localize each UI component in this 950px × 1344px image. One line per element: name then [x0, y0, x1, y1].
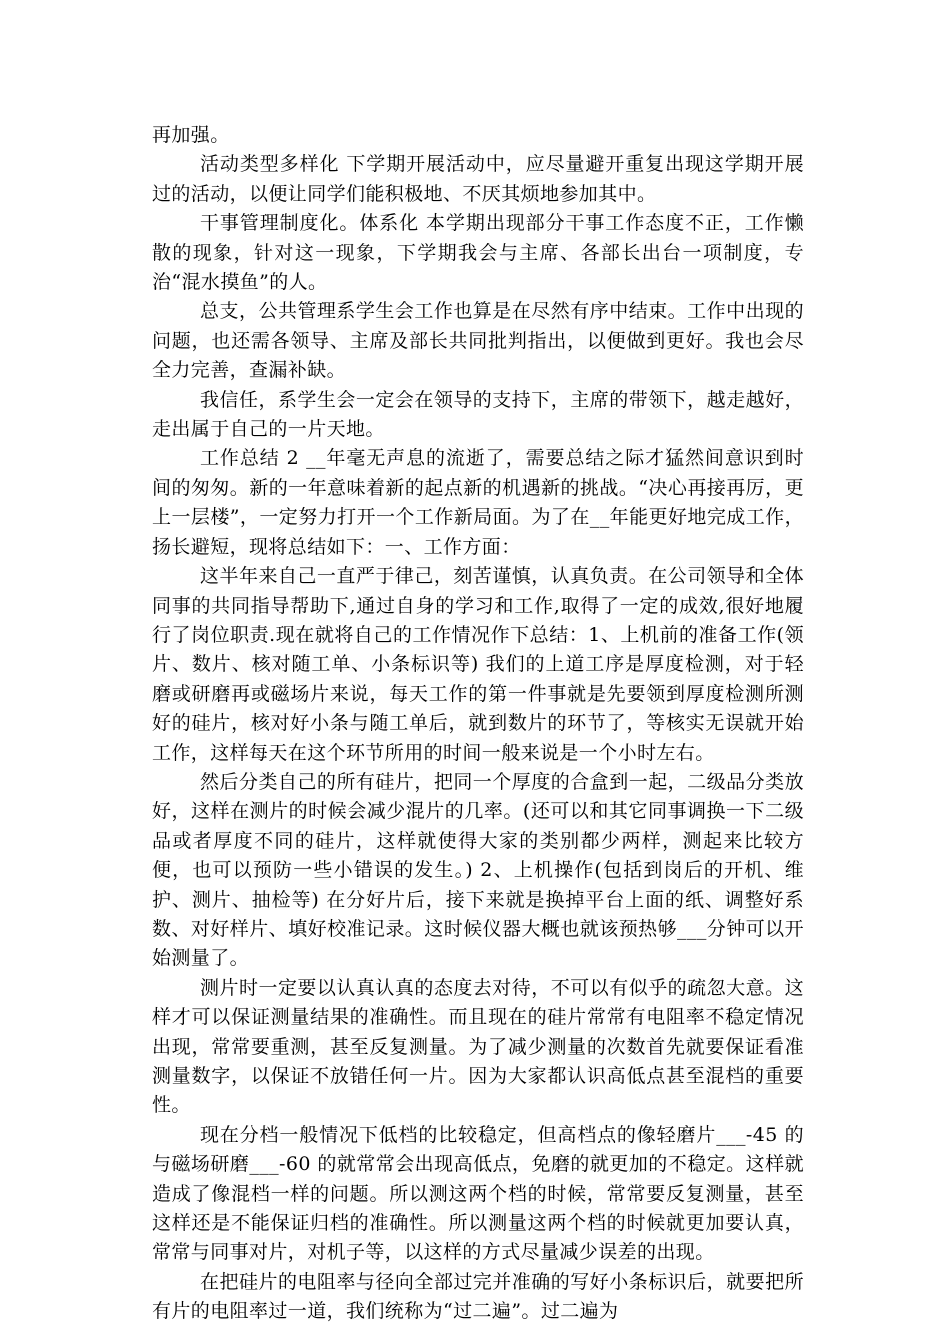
- paragraph: 现在分档一般情况下低档的比较稳定，但高档点的像轻磨片___-45 的与磁场研磨___-60 的就常常会出现高低点，免磨的就更加的不稳定。这样就造成了像混档一样的问题。所以测这两个档的时候，常常要反复测量，甚至这样还是不能保证归档的准确性。所以测量这两个档的时候就更加要认真，常常与同事对片，对机子等，以这样的方式尽量减少误差的出现。: [152, 1123, 804, 1264]
- paragraph: 再加强。: [152, 124, 230, 146]
- paragraph: 总支，公共管理系学生会工作也算是在尽然有序中结束。工作中出现的问题，也还需各领导、主席及部长共同批判指出，以便做到更好。我也会尽全力完善，查漏补缺。: [152, 300, 804, 382]
- paragraph: 干事管理制度化。体系化 本学期出现部分干事工作态度不正，工作懒散的现象，针对这一现象，下学期我会与主席、各部长出台一项制度，专治“混水摸鱼”的人。: [152, 212, 804, 294]
- paragraph: 测片时一定要以认真认真的态度去对待，不可以有似乎的疏忽大意。这样才可以保证测量结果的准确性。而且现在的硅片常常有电阻率不稳定情况出现，常常要重测，甚至反复测量。为了减少测量的次数首先就要保证看准测量数字，以保证不放错任何一片。因为大家都认识高低点甚至混档的重要性。: [152, 976, 804, 1117]
- paragraph: 在把硅片的电阻率与径向全部过完并准确的写好小条标识后，就要把所有片的电阻率过一道，我们统称为“过二遍”。过二遍为: [152, 1270, 804, 1323]
- paragraph: 工作总结 2 __年毫无声息的流逝了，需要总结之际才猛然间意识到时间的匆匆。新的一年意味着新的起点新的机遇新的挑战。“决心再接再厉，更上一层楼”，一定努力打开一个工作新局面。为了在__年能更好地完成工作，扬长避短，现将总结如下：一、工作方面：: [152, 447, 804, 558]
- paragraph: 然后分类自己的所有硅片，把同一个厚度的合盒到一起，二级品分类放好，这样在测片的时候会减少混片的几率。(还可以和其它同事调换一下二级品或者厚度不同的硅片，这样就使得大家的类别都少两样，测起来比较方便，也可以预防一些小错误的发生。) 2、上机操作(包括到岗后的开机、维护、测片、抽检等) 在分好片后，接下来就是换掉平台上面的纸、调整好系数、对好样片、填好校准记录。这时候仪器大概也就该预热够___分钟可以开始测量了。: [152, 770, 804, 970]
- paragraph: 活动类型多样化 下学期开展活动中，应尽量避开重复出现这学期开展过的活动，以便让同学们能积极地、不厌其烦地参加其中。: [152, 153, 804, 205]
- document-body: [152, 121, 804, 1327]
- paragraph: 我信任，系学生会一定会在领导的支持下，主席的带领下，越走越好，走出属于自己的一片天地。: [152, 388, 804, 441]
- paragraph: 这半年来自己一直严于律己，刻苦谨慎，认真负责。在公司领导和全体同事的共同指导帮助下,通过自身的学习和工作,取得了一定的成效,很好地履行了岗位职责.现在就将自己的工作情况作下总结：1、上机前的准备工作(领片、数片、核对随工单、小条标识等) 我们的上道工序是厚度检测，对于轻磨或研磨再或磁场片来说，每天工作的第一件事就是先要领到厚度检测所测好的硅片，核对好小条与随工单后，就到数片的环节了，等核实无误就开始工作，这样每天在这个环节所用的时间一般来说是一个小时左右。: [152, 565, 804, 764]
